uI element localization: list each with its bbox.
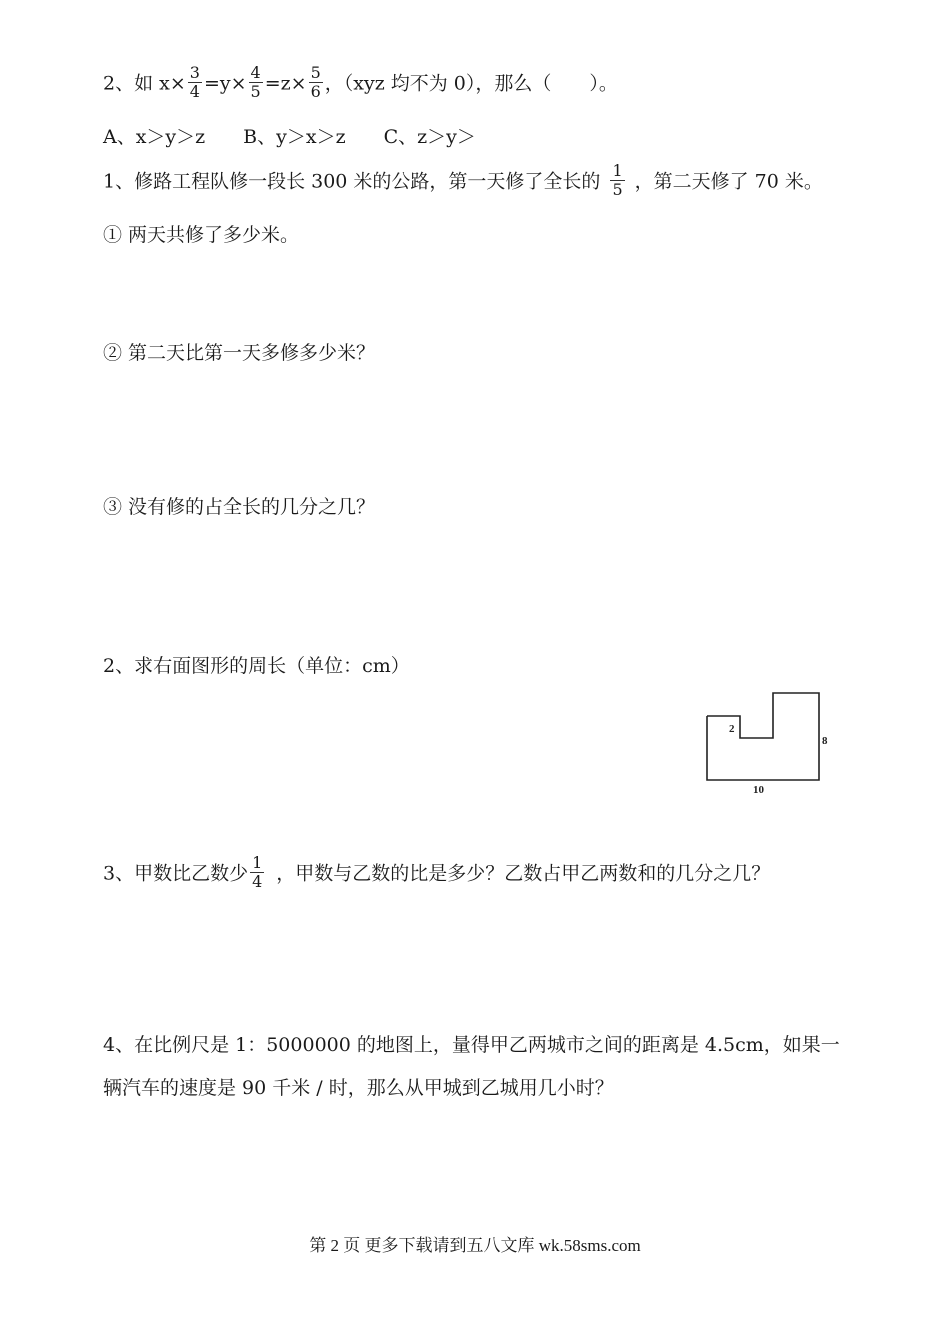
question-3-prefix: 3、甲数比乙数少 [103,862,249,885]
fraction-numerator: 5 [310,63,321,82]
fraction-denominator: 4 [252,872,263,891]
question-3 [103,853,771,893]
fraction-numerator: 1 [612,161,623,180]
fraction-denominator: 5 [612,180,623,199]
figure-label-2: 2 [729,723,735,735]
fraction-5-6 [309,64,323,101]
fraction-numerator: 4 [250,63,261,82]
fraction-4-5 [249,64,263,101]
question-1-prefix: 1、修路工程队修一段长 300 米的公路，第一天修了全长的 [103,170,601,193]
fraction-numerator: 1 [252,853,263,872]
fraction-1-5 [610,162,624,199]
question-4-line-2: 辆汽车的速度是 90 千米 / 时，那么从甲城到乙城用几小时？ [103,1077,614,1099]
question-1-sub-3: ③ 没有修的占全长的几分之几？ [103,496,376,518]
question-1-sub-2: ② 第二天比第一天多修多少米？ [103,342,376,364]
fraction-denominator: 5 [250,82,261,101]
question-choice-prefix: 2、如 x× [103,72,186,95]
question-choice-mid1: =y× [203,72,247,95]
fraction-1-4 [250,854,264,891]
question-choice-mid2: =z× [264,72,307,95]
figure-outline [707,693,819,780]
question-1 [103,161,823,201]
question-choice [103,63,618,103]
question-choice-suffix: ，（xyz 均不为 0），那么（ ）。 [324,72,618,95]
question-3-suffix: ，甲数与乙数的比是多少？乙数占甲乙两数和的几分之几？ [276,862,771,885]
fraction-denominator: 6 [310,82,321,101]
fraction-numerator: 3 [189,63,200,82]
figure-label-8: 8 [822,735,828,747]
choice-options: A、x＞y＞z B、y＞x＞z C、z＞y＞ [103,126,476,148]
question-1-suffix: ，第二天修了 70 米。 [634,170,823,193]
figure-label-10: 10 [753,784,764,796]
question-4-line-1: 4、在比例尺是 1：5000000 的地图上，量得甲乙两城市之间的距离是 4.5cm，如果一 [103,1034,840,1056]
fraction-3-4 [188,64,202,101]
question-2: 2、求右面图形的周长（单位：cm） [103,655,410,677]
perimeter-figure [670,680,860,815]
page-footer: 第 2 页 更多下载请到五八文库 wk.58sms.com [309,1236,641,1255]
perimeter-figure-svg [670,680,860,815]
question-1-sub-1: ① 两天共修了多少米。 [103,224,300,246]
fraction-denominator: 4 [189,82,200,101]
